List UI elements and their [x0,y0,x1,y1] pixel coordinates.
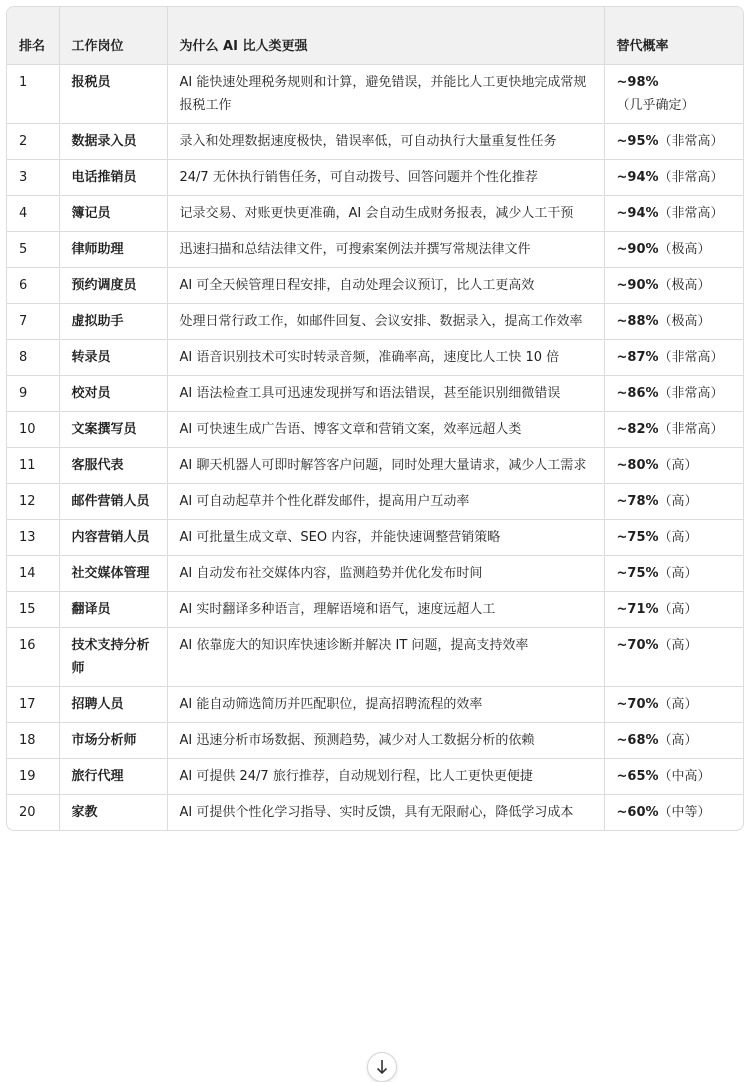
rate-value: ~75% [616,566,659,581]
cell-rank: 4 [7,196,59,232]
header-job: 工作岗位 [59,7,167,65]
cell-reason: AI 可自动起草并个性化群发邮件，提高用户互动率 [167,484,604,520]
cell-rank: 3 [7,160,59,196]
cell-reason: AI 实时翻译多种语言，理解语境和语气，速度远超人工 [167,592,604,628]
cell-rate [604,268,743,304]
table-row [7,124,743,160]
cell-rank: 10 [7,412,59,448]
rate-level: （非常高） [658,386,724,401]
cell-rank: 19 [7,759,59,795]
rate-level: （非常高） [658,350,724,365]
cell-job: 旅行代理 [59,759,167,795]
table-row [7,268,743,304]
table-row [7,304,743,340]
cell-reason: AI 依靠庞大的知识库快速诊断并解决 IT 问题，提高支持效率 [167,628,604,687]
cell-reason: 处理日常行政工作，如邮件回复、会议安排、数据录入，提高工作效率 [167,304,604,340]
rate-level: （非常高） [658,134,724,149]
cell-reason: AI 迅速分析市场数据、预测趋势，减少对人工数据分析的依赖 [167,723,604,759]
cell-job: 文案撰写员 [59,412,167,448]
header-reason: 为什么 AI 比人类更强 [167,7,604,65]
cell-reason: AI 能快速处理税务规则和计算，避免错误，并能比人工更快地完成常规报税工作 [167,65,604,124]
table-row [7,484,743,520]
cell-rate [604,687,743,723]
cell-rate [604,723,743,759]
rate-level: （高） [658,566,698,581]
table-header-row [7,7,743,65]
cell-rate [604,124,743,160]
cell-reason: AI 语音识别技术可实时转录音频，准确率高，速度比人工快 10 倍 [167,340,604,376]
table-body [7,65,743,831]
rate-level: （高） [658,733,698,748]
table-row [7,448,743,484]
cell-rate [604,520,743,556]
job-replacement-table [7,7,743,830]
table-row [7,412,743,448]
rate-level: （非常高） [658,170,724,185]
cell-job: 校对员 [59,376,167,412]
cell-job: 市场分析师 [59,723,167,759]
rate-level: （高） [658,458,698,473]
cell-reason: AI 自动发布社交媒体内容，监测趋势并优化发布时间 [167,556,604,592]
cell-job: 技术支持分析师 [59,628,167,687]
cell-rank: 5 [7,232,59,268]
cell-reason: AI 可全天候管理日程安排，自动处理会议预订，比人工更高效 [167,268,604,304]
cell-job: 转录员 [59,340,167,376]
cell-rate [604,448,743,484]
header-rate: 替代概率 [604,7,743,65]
cell-job: 招聘人员 [59,687,167,723]
rate-value: ~94% [616,206,659,221]
rate-value: ~88% [616,314,659,329]
rate-value: ~94% [616,170,659,185]
rate-level: （高） [658,697,698,712]
cell-rate [604,484,743,520]
rate-level: （中等） [658,805,711,820]
cell-rate [604,795,743,831]
rate-level: （非常高） [658,422,724,437]
rate-value: ~86% [616,386,659,401]
cell-job: 律师助理 [59,232,167,268]
cell-job: 报税员 [59,65,167,124]
cell-rate [604,556,743,592]
rate-value: ~78% [616,494,659,509]
rate-value: ~65% [616,769,659,784]
table-row [7,556,743,592]
table-row [7,65,743,124]
table-row [7,628,743,687]
rate-level: （几乎确定） [616,98,695,113]
scroll-down-button[interactable] [367,1052,397,1082]
cell-rank: 15 [7,592,59,628]
cell-rate [604,759,743,795]
cell-rank: 18 [7,723,59,759]
rate-value: ~60% [616,805,659,820]
rate-value: ~75% [616,530,659,545]
cell-rank: 2 [7,124,59,160]
cell-reason: 录入和处理数据速度极快，错误率低，可自动执行大量重复性任务 [167,124,604,160]
cell-job: 电话推销员 [59,160,167,196]
cell-reason: AI 可提供 24/7 旅行推荐，自动规划行程，比人工更快更便捷 [167,759,604,795]
cell-rank: 13 [7,520,59,556]
table-row [7,795,743,831]
cell-rate [604,65,743,124]
cell-job: 数据录入员 [59,124,167,160]
table-row [7,592,743,628]
table-row [7,723,743,759]
cell-rank: 9 [7,376,59,412]
cell-rank: 6 [7,268,59,304]
cell-job: 翻译员 [59,592,167,628]
cell-reason: AI 可提供个性化学习指导、实时反馈，具有无限耐心，降低学习成本 [167,795,604,831]
rate-value: ~90% [616,278,659,293]
table-row [7,232,743,268]
rate-value: ~70% [616,638,659,653]
cell-rate [604,232,743,268]
table-row [7,520,743,556]
cell-rank: 1 [7,65,59,124]
cell-reason: AI 可批量生成文章、SEO 内容，并能快速调整营销策略 [167,520,604,556]
rate-level: （中高） [658,769,711,784]
rate-value: ~68% [616,733,659,748]
cell-reason: AI 语法检查工具可迅速发现拼写和语法错误，甚至能识别细微错误 [167,376,604,412]
cell-rate [604,628,743,687]
cell-rate [604,196,743,232]
cell-reason: 迅速扫描和总结法律文件，可搜索案例法并撰写常规法律文件 [167,232,604,268]
rate-level: （极高） [658,242,711,257]
table-row [7,687,743,723]
cell-reason: 24/7 无休执行销售任务，可自动拨号、回答问题并个性化推荐 [167,160,604,196]
cell-rank: 12 [7,484,59,520]
cell-reason: AI 聊天机器人可即时解答客户问题，同时处理大量请求，减少人工需求 [167,448,604,484]
cell-rate [604,160,743,196]
table-row [7,160,743,196]
cell-rate [604,304,743,340]
cell-job: 邮件营销人员 [59,484,167,520]
rate-value: ~80% [616,458,659,473]
rate-level: （高） [658,638,698,653]
rate-level: （高） [658,602,698,617]
cell-rate [604,412,743,448]
cell-job: 家教 [59,795,167,831]
table-row [7,376,743,412]
cell-rate [604,592,743,628]
rate-level: （极高） [658,278,711,293]
cell-reason: AI 能自动筛选简历并匹配职位，提高招聘流程的效率 [167,687,604,723]
rate-level: （高） [658,494,698,509]
cell-rank: 7 [7,304,59,340]
cell-reason: 记录交易、对账更快更准确，AI 会自动生成财务报表，减少人工干预 [167,196,604,232]
table-row [7,196,743,232]
rate-value: ~82% [616,422,659,437]
rate-level: （极高） [658,314,711,329]
rate-level: （高） [658,530,698,545]
cell-rank: 8 [7,340,59,376]
rate-value: ~71% [616,602,659,617]
cell-job: 预约调度员 [59,268,167,304]
cell-job: 虚拟助手 [59,304,167,340]
rate-value: ~70% [616,697,659,712]
cell-rate [604,376,743,412]
cell-rank: 14 [7,556,59,592]
cell-rank: 11 [7,448,59,484]
cell-rank: 17 [7,687,59,723]
cell-rate [604,340,743,376]
table-row [7,759,743,795]
cell-reason: AI 可快速生成广告语、博客文章和营销文案，效率远超人类 [167,412,604,448]
rate-value: ~95% [616,134,659,149]
rate-value: ~87% [616,350,659,365]
rate-level: （非常高） [658,206,724,221]
cell-job: 簿记员 [59,196,167,232]
cell-job: 内容营销人员 [59,520,167,556]
header-rank: 排名 [7,7,59,65]
cell-job: 社交媒体管理 [59,556,167,592]
cell-rank: 16 [7,628,59,687]
job-replacement-table-container [6,6,744,831]
cell-rank: 20 [7,795,59,831]
rate-value: ~98% [616,75,659,90]
cell-job: 客服代表 [59,448,167,484]
table-row [7,340,743,376]
rate-value: ~90% [616,242,659,257]
